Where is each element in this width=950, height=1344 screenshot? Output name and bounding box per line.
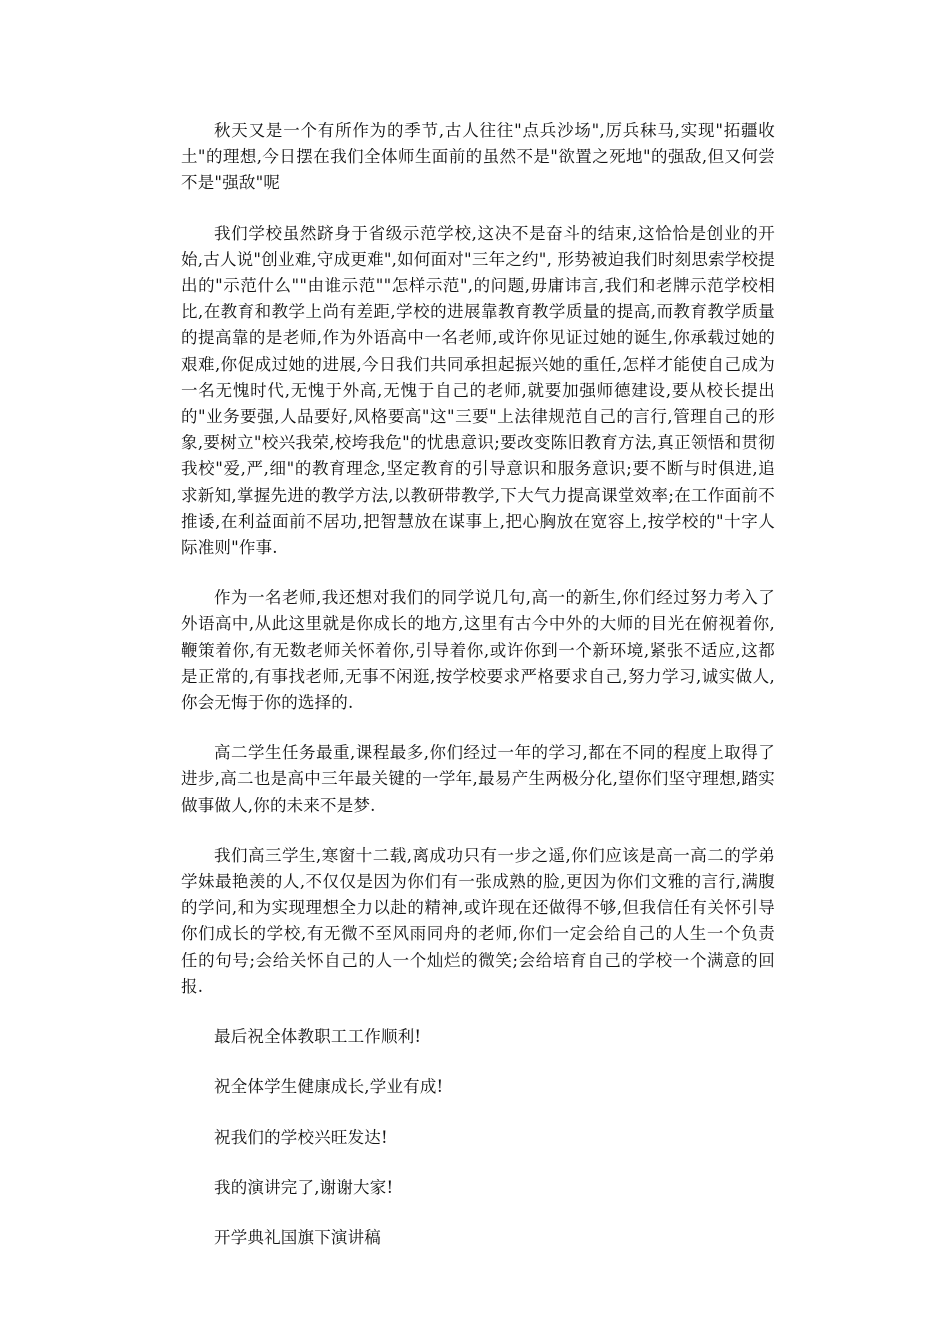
paragraph-wish-students: 祝全体学生健康成长,学业有成! <box>214 1077 444 1097</box>
paragraph-grade-one: 作为一名老师,我还想对我们的同学说几句,高一的新生,你们经过努力考入了外语高中,从此这里就是你成长的地方,这里有古今中外的大师的目光在俯视着你,鞭策着你,有无数老师关怀着你,引导着你,或许你到一个新环境,紧张不适应,这都是正常的,有事找老师,无事不闲逛,按学校要求严格要求自己,努力学习,诚实做人,你会无悔于你的选择的. <box>181 588 775 713</box>
paragraph-wish-staff: 最后祝全体教职工工作顺利! <box>214 1027 422 1047</box>
paragraph-wish-school: 祝我们的学校兴旺发达! <box>214 1127 388 1147</box>
paragraph-grade-three: 我们高三学生,寒窗十二载,离成功只有一步之遥,你们应该是高一高二的学弟学妹最艳羡的人,不仅仅是因为你们有一张成熟的脸,更因为你们文雅的言行,满腹的学问,和为实现理想全力以赴的精神,或许现在还做得不够,但我信任有关怀引导你们成长的学校,有无微不至风雨同舟的老师,你们一定会给自己的人生一个负责任的句号;会给关怀自己的人一个灿烂的微笑;会给培育自己的学校一个满意的回报. <box>181 845 775 996</box>
paragraph-closing: 我的演讲完了,谢谢大家! <box>214 1177 394 1197</box>
document-body <box>181 118 775 1275</box>
paragraph-autumn-intro: 秋天又是一个有所作为的季节,古人往往"点兵沙场",厉兵秣马,实现"拓疆收土"的理想,今日摆在我们全体师生面前的虽然不是"欲置之死地"的强敌,但又何尝不是"强敌"呢 <box>181 121 775 193</box>
document-title-footer: 开学典礼国旗下演讲稿 <box>214 1227 381 1247</box>
paragraph-grade-two: 高二学生任务最重,课程最多,你们经过一年的学习,都在不同的程度上取得了进步,高二也是高中三年最关键的一学年,最易产生两极分化,望你们坚守理想,踏实做事做人,你的未来不是梦. <box>181 743 775 815</box>
paragraph-school-mission: 我们学校虽然跻身于省级示范学校,这决不是奋斗的结束,这恰恰是创业的开始,古人说"创业难,守成更难",如何面对"三年之约", 形势被迫我们时刻思索学校提出的"示范什么""由谁示范""怎样示范",的问题,毋庸讳言,我们和老牌示范学校相比,在教育和教学上尚有差距,学校的进展靠教育教学质量的提高,而教育教学质量的提高靠的是老师,作为外语高中一名老师,或许你见证过她的诞生,你承载过她的艰难,你促成过她的进展,今日我们共同承担起振兴她的重任,怎样才能使自己成为一名无愧时代,无愧于外高,无愧于自己的老师,就要加强师德建设,要从校长提出的"业务要强,人品要好,风格要高"这"三要"上法律规范自己的言行,管理自己的形象,要树立"校兴我荣,校垮我危"的忧患意识;要改变陈旧教育方法,真正领悟和贯彻我校"爱,严,细"的教育理念,坚定教育的引导意识和服务意识;要不断与时俱进,追求新知,掌握先进的教学方法,以教研带教学,下大气力提高课堂效率;在工作面前不推诿,在利益面前不居功,把智慧放在谋事上,把心胸放在宽容上,按学校的"十字人际准则"作事. <box>181 223 775 558</box>
